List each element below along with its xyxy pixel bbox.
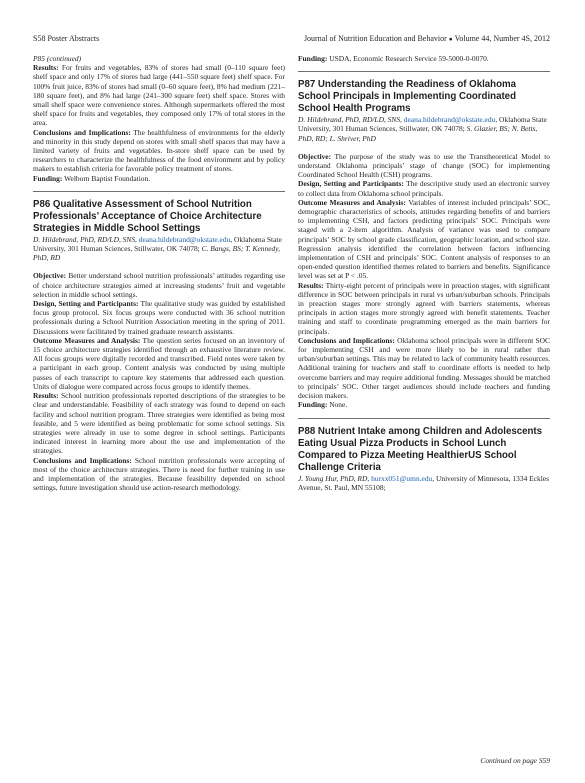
design-text: The descriptive study used an electronic survey to collect data from Oklahoma school principals. [298,179,550,198]
p86-outcome [33,336,285,391]
results-text: School nutrition professionals reported descriptions of the strategies to be clear and understandable. Feasibility of each strategy was found to depend on each facility and school nutrition program. Three strategies were identified as being most feasible, and 5 were identified as being problematic for some school settings. Six strategies were already in use to some degree in school settings. Participants indicated interest in learning more about the use and implementation of the strategies. [33,391,286,456]
funding-label: Funding: [298,54,328,63]
results-text: Thirty-eight percent of principals were in preaction stages, with significant difference in SOC between principals in rural vs urban/suburban schools. Principals in preaction stages more strongly agreed with barriers statements, whereas principals in action stages more strongly agreed with benefit statements. Teacher training and staff to coordinate programming emerged as the main barriers for principals. [298,280,551,336]
outcome-text: Variables of interest included principals’ SOC, demographic characteristics of schools, attitudes regarding benefits of and barriers to implementing CSH, and factors predicting principals’ SOC. Principals were staged with a 2-item algorithm. Analysis of variance was used to compare principals’ SOC by school grade classification, geographic location, and school size. Regression analysis identified the correlation between factors influencing implementation of CSH and principals’ SOC. Content analysis of responses to an open-ended question identified themes related to barriers and benefits. Significance level was set at P < .05. [298,197,550,281]
section-divider [298,418,550,419]
conclusions-text: Oklahoma school principals were in different SOC for implementing CSH and were more likely to be in rural rather than urban/suburban settings. This may be related to lack of community health resources. Additional training for teachers and staff to coordinate efforts is needed to help overcome barriers and may require additional funding. Messages should be matched to principals’ SOC. Other target audiences should include teachers and funding decision makers. [298,335,550,401]
p88-title: P88 Nutrient Intake among Children and Adolescents Eating Usual Pizza Products in School Lunch Compared to Pizza Meeting HealthierUS School Challenge Criteria [298,425,543,473]
results-label: Results: [33,63,59,73]
design-label: Design, Setting and Participants: [33,299,139,309]
conclusions-text: The healthfulness of environments for the elderly and minority in this study depend on stores with small shelf spaces that may have a limited variety of fruits and vegetables. In-store shelf space can be used by researchers to characterize the healthfulness of the food environment and by policy makers to establish criteria for favorable policy treatment of stores. [33,127,285,174]
results-text: For fruits and vegetables, 83% of stores had small (0–110 square feet) shelf space and only 17% of stores had large (441–550 square feet) shelf space. For 100% fruit juice, 83% of stores had small (0–60 square feet), 8% had medium (221–180 square feet), and 8% had large (241–300 square feet) shelf space. Stores with small shelf space were convenience stores. Although supermarkets offered the most shelf space for fruits and vegetables, they composed only 17% of total stores in the area. [33,63,285,128]
author-email-link[interactable]: deana.hildebrand@okstate.edu [403,115,496,125]
results-label: Results: [298,280,324,290]
bullet-icon: ● [448,36,453,43]
objective-text: The purpose of the study was to use the Transtheoretical Model to understand Oklahoma principals’ stage of change (SOC) for implementing Coordinated School Health (CSH) programs. [298,151,550,180]
p87-objective [298,152,550,180]
author-email-link[interactable]: hurxx051@umn.edu [371,473,433,483]
author-affiliation: , Oklahoma State University, 301 Human Sciences, Stillwater, OK 74078; [298,115,547,134]
conclusions-text: School nutrition professionals were accepting of most of the choice architecture strategies. There is need for further training in use and implementation of the strategies. Because feasibility depended on school settings, future investigation should use action-research methodology. [33,455,285,493]
left-column [33,54,285,492]
p86-results [33,391,285,455]
author-primary: D. Hildebrand, PhD, RD/LD, SNS, [298,115,402,125]
continued-note: Continued on page S59 [480,756,550,765]
p86-title: P86 Qualitative Assessment of School Nutrition Professionals’ Acceptance of Choice Architecture Strategies in Middle School Settings [33,198,262,234]
objective-label: Objective: [298,151,332,161]
spacer [33,262,285,271]
p85-conclusions [33,128,285,174]
design-text: The qualitative study was guided by established focus group protocol. Six focus groups were conducted with 36 school nutrition professionals during a School Nutrition Association meeting in the spring of 2011. Discussions were facilitated by trained graduate research assistants. [33,299,285,336]
p87-authors [298,115,550,143]
p87-results [298,281,550,336]
p85-funding [33,174,285,183]
conclusions-label: Conclusions and Implications: [33,455,132,465]
p87-title: P87 Understanding the Readiness of Oklahoma School Principals in Implementing Coordinated School Health Programs [298,79,517,115]
funding-label: Funding: [33,173,63,183]
outcome-text: The question series focused on an inventory of 15 choice architecture strategies identified through an exhaustive literature review. All focus groups were digitally recorded and transcribed. Field notes were taken by a participant in each group. Content analysis was conducted by using multiple passes of each transcript to capture key statements that addressed each question. Units of dialogue were compared across focus groups to identify themes. [33,335,285,391]
right-column [298,54,550,492]
p86-design [33,299,285,336]
author-coauthors: C. Bangs, BS; T. Kennedy, PhD, RD [33,244,280,263]
funding-text: USDA, Economic Research Service 59-5000-0-0070. [329,54,489,63]
design-label: Design, Setting and Participants: [298,179,404,189]
p86-authors [33,235,285,263]
journal-name: Journal of Nutrition Education and Behavior [303,34,447,43]
author-primary: J. Young Hur, PhD, RD, [298,473,370,483]
p86-funding [298,54,550,63]
funding-text: Welborn Baptist Foundation. [64,173,151,183]
page-label: S58 Poster Abstracts [33,34,100,43]
journal-citation [304,34,550,45]
objective-label: Objective: [33,271,67,281]
author-email-link[interactable]: deana.hildebrand@okstate.edu [138,234,231,244]
funding-text: None. [329,400,348,410]
p87-funding [298,400,550,409]
section-divider [298,71,550,72]
p87-outcome [298,198,550,281]
section-divider [33,191,285,192]
p87-design [298,179,550,197]
funding-label: Funding: [298,400,328,410]
author-coauthors: S. Glazier, BS; N. Betts, PhD, RD; L. Shriver, PhD [298,124,538,143]
journal-issue: Volume 44, Number 4S, 2012 [454,34,550,43]
p88-authors [298,474,550,492]
spacer [298,143,550,152]
objective-text: Better understand school nutrition professionals’ attitudes regarding use of choice architecture strategies aimed at increasing students’ fruit and vegetable selection in middle school settings. [33,271,286,299]
conclusions-label: Conclusions and Implications: [33,127,131,137]
p86-conclusions [33,456,285,493]
conclusions-label: Conclusions and Implications: [298,335,395,345]
p85-continued-label: P85 (continued) [33,54,82,63]
outcome-label: Outcome Measures and Analysis: [298,197,406,207]
p86-objective [33,271,285,299]
outcome-label: Outcome Measures and Analysis: [33,335,141,345]
author-affiliation: , Oklahoma State University, 301 Human Sciences, Stillwater, OK 74078; [33,234,282,254]
author-primary: D. Hildebrand, PhD, RD/LD, SNS, [33,234,137,244]
p87-conclusions [298,336,550,400]
results-label: Results: [33,391,59,401]
author-affiliation: , University of Minnesota, 1334 Eckles Avenue, St. Paul, MN 55108; [298,473,549,492]
p85-results [33,63,285,127]
